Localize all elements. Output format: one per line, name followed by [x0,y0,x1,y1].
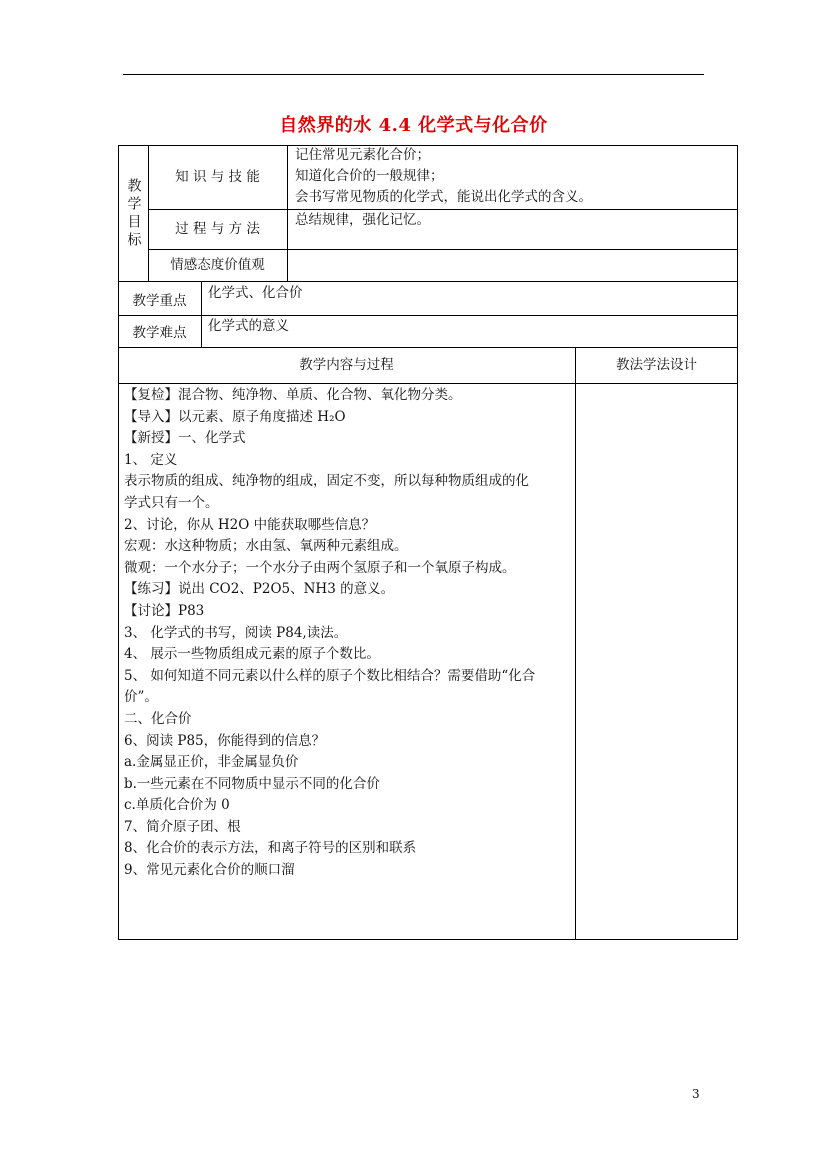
key-point-value [208,283,728,313]
objective-label-text: 知 识 与 技 能 [175,168,260,185]
key-point-label-text: 教学重点 [132,293,187,309]
content-line: 9、常见元素化合价的顺口溜 [124,862,295,879]
content-header-right-text: 教法学法设计 [616,357,697,373]
content-header-left [118,347,575,384]
objective-line: 总结规律，强化记忆。 [295,212,430,228]
difficulty-label [118,315,201,348]
content-line: 【导入】以元素、原子角度描述 H₂O [124,408,346,425]
difficulty-value [208,316,728,346]
content-line: 2、讨论，你从 H2O 中能获取哪些信息？ [124,516,376,533]
page-number: 3 [692,1087,700,1101]
content-line: 3、 化学式的书写，阅读 P84,读法。 [124,624,348,641]
content-line: 【讨论】P83 [124,602,205,619]
objective-label-attitude [148,249,287,282]
difficulty-label-text: 教学难点 [132,325,187,341]
divider [287,145,288,282]
content-line: 二、化合价 [124,710,192,727]
content-line: 【复检】混合物、纯净物、单质、化合物、氧化物分类。 [124,387,462,403]
content-line: 4、 展示一些物质组成元素的原子个数比。 [124,646,380,663]
objective-line: 知道化合价的一般规律； [295,168,444,184]
page-title: 自然界的水 4.4 化学式与化合价 [279,115,548,136]
content-header-right [575,347,738,384]
content-header-left-text: 教学内容与过程 [299,357,394,373]
content-line: 6、阅读 P85，你能得到的信息？ [124,732,326,749]
objective-label-process [148,209,287,249]
content-line: 学式只有一个。 [124,494,219,511]
content-line: 5、 如何知道不同元素以什么样的原子个数比相结合？需要借助“化合 [124,667,536,684]
content-line: 8、化合价的表示方法，和离子符号的区别和联系 [124,840,417,857]
content-line: 价”。 [124,689,158,706]
content-line: 【新授】一、化学式 [124,430,246,447]
content-line: 微观：一个水分子；一个水分子由两个氢原子和一个氧原子构成。 [124,559,516,576]
objectives-label-text: 教学目标 [125,177,142,250]
key-point-label [118,282,201,316]
content-line: 表示物质的组成、纯净物的组成，固定不变，所以每种物质组成的化 [124,473,529,490]
difficulty-value-text: 化学式的意义 [208,318,289,334]
objectives-label [118,145,149,282]
objective-value-knowledge [295,145,735,209]
content-line: 7、简介原子团、根 [124,818,241,835]
objective-line: 会书写常见物质的化学式，能说出化学式的含义。 [295,189,592,205]
objective-label-knowledge [148,145,287,209]
divider [201,282,202,316]
content-line: 宏观：水这种物质；水由氢、氧两种元素组成。 [124,538,408,555]
header-rule [123,74,704,75]
key-point-value-text: 化学式、化合价 [208,285,303,301]
content-text [124,385,574,935]
objective-value-process [295,210,735,248]
objective-label-text: 过 程 与 方 法 [175,220,260,237]
divider [201,315,202,348]
content-line: a.金属显正价，非金属显负价 [124,754,299,771]
objective-value-attitude [295,250,735,281]
content-line: c.单质化合价为 0 [124,797,230,814]
content-line: b.一些元素在不同物质中显示不同的化合价 [124,775,380,792]
objective-line: 记住常见元素化合价； [295,147,430,163]
content-line: 1、 定义 [124,451,178,468]
content-line: 【练习】说出 CO2、P2O5、NH3 的意义。 [124,581,395,598]
objective-label-text: 情感态度价值观 [170,257,265,273]
